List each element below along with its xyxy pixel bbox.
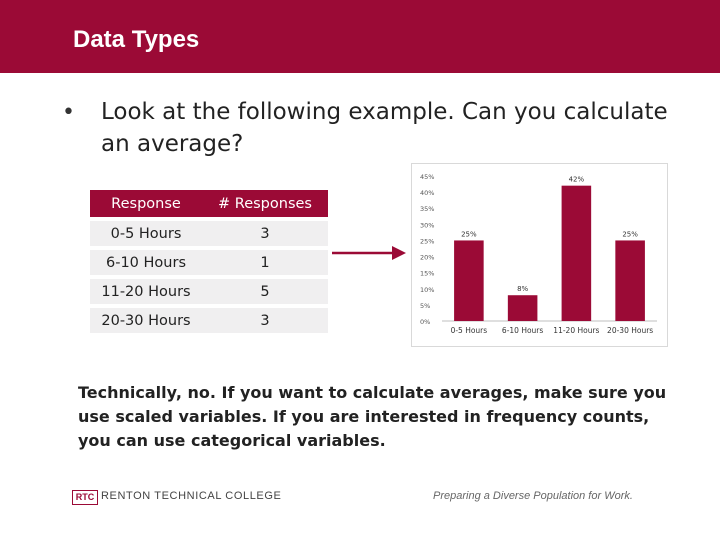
table-header-row	[90, 190, 328, 217]
college-name: RENTON TECHNICAL COLLEGE	[101, 490, 282, 502]
y-tick-label: 10%	[420, 285, 435, 294]
table-row	[90, 221, 328, 246]
response-cell: 11-20 Hours	[90, 279, 202, 304]
table-row	[90, 250, 328, 275]
y-tick-label: 20%	[420, 253, 435, 262]
data-label: 8%	[517, 285, 529, 294]
header-response: Response	[90, 190, 202, 217]
y-tick-label: 5%	[420, 301, 431, 310]
y-tick-label: 45%	[420, 173, 435, 181]
bar	[454, 240, 484, 321]
count-cell: 5	[202, 279, 328, 304]
table-row	[90, 308, 328, 333]
responses-table	[90, 186, 328, 337]
x-tick-label: 11-20 Hours	[553, 326, 600, 335]
x-tick-label: 0-5 Hours	[450, 326, 488, 335]
bullet-icon: •	[62, 100, 75, 125]
x-tick-label: 20-30 Hours	[607, 326, 654, 335]
data-label: 25%	[461, 230, 477, 239]
arrow-right-icon	[332, 243, 408, 263]
y-tick-label: 0%	[420, 318, 431, 326]
count-cell: 1	[202, 250, 328, 275]
response-cell: 6-10 Hours	[90, 250, 202, 275]
data-label: 25%	[622, 230, 638, 239]
y-tick-label: 30%	[420, 221, 435, 230]
y-tick-label: 40%	[420, 189, 435, 198]
x-tick-label: 6-10 Hours	[501, 326, 544, 335]
explanation-text: Technically, no. If you want to calculate averages, make sure you use scaled variables. If you are interested in frequency counts, you can use categorical variables.	[78, 383, 667, 450]
y-tick-label: 15%	[420, 269, 435, 278]
slide-title: Data Types	[73, 26, 200, 53]
data-label: 42%	[568, 175, 585, 184]
tagline: Preparing a Diverse Population for Work.	[433, 490, 633, 502]
response-cell: 0-5 Hours	[90, 221, 202, 246]
count-cell: 3	[202, 221, 328, 246]
header-responses-count: # Responses	[202, 190, 328, 217]
y-tick-label: 35%	[420, 205, 435, 214]
table-row	[90, 279, 328, 304]
y-tick-label: 25%	[420, 237, 435, 246]
bar	[508, 295, 538, 321]
bar	[562, 186, 592, 321]
count-cell: 3	[202, 308, 328, 333]
bar-chart	[411, 163, 668, 347]
bar-chart-svg	[412, 164, 667, 346]
title-bar	[0, 0, 720, 73]
rtc-logo: RTC	[72, 490, 98, 505]
bullet-text: Look at the following example. Can you calculate an average?	[101, 99, 668, 157]
response-cell: 20-30 Hours	[90, 308, 202, 333]
bar	[615, 240, 645, 321]
